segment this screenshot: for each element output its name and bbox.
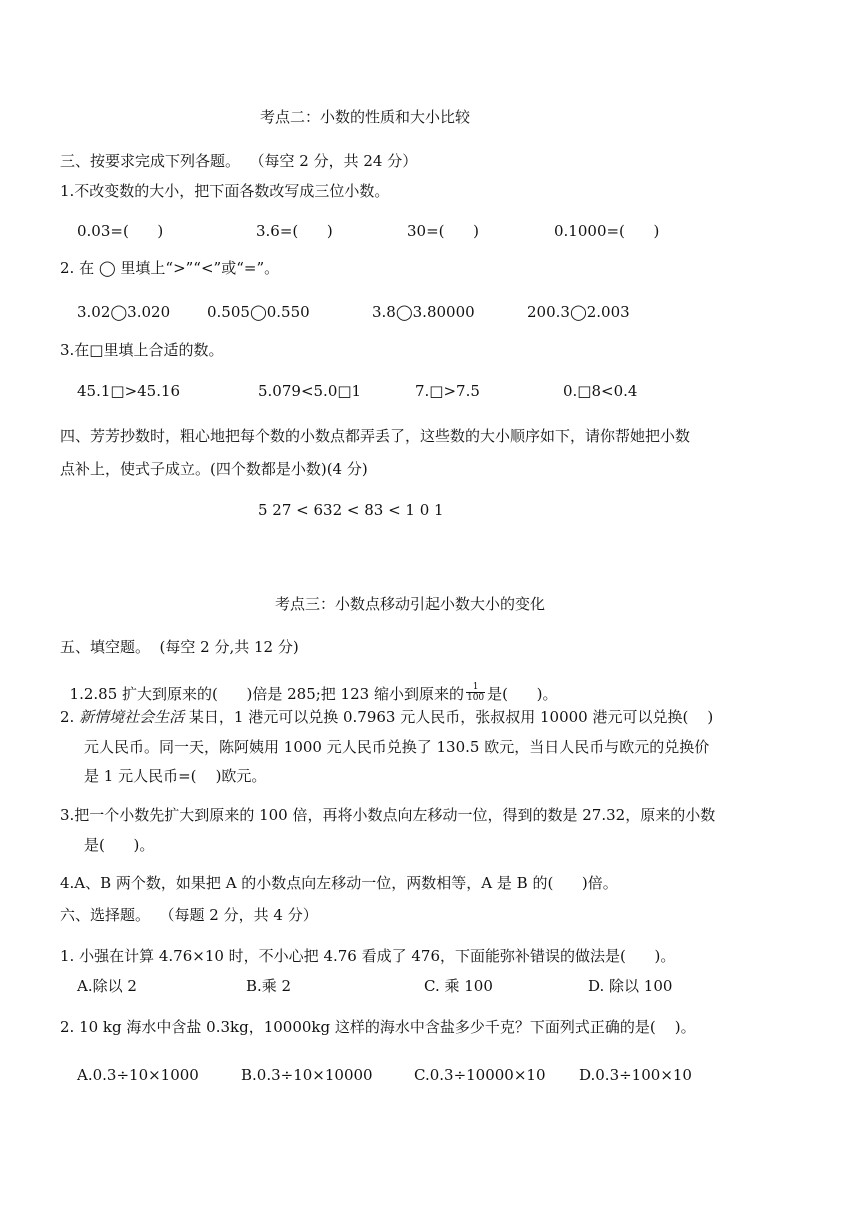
part3-q3-item: 45.1□>45.16	[77, 382, 181, 400]
part3-q1: 1.不改变数的大小，把下面各数改写成三位小数。	[60, 182, 390, 200]
part5-q3-line2: 是( )。	[84, 836, 155, 854]
part5-q3-line1: 3.把一个小数先扩大到原来的 100 倍，再将小数点向左移动一位，得到的数是 27.32，原来的小数	[60, 806, 716, 824]
part5-q1	[60, 664, 557, 706]
part3-q3-item: 7.□>7.5	[415, 382, 480, 400]
section2-title: 考点二：小数的性质和大小比较	[260, 108, 471, 126]
part5-q4: 4.A、B 两个数，如果把 A 的小数点向左移动一位，两数相等，A 是 B 的( )倍。	[60, 874, 618, 892]
part5-q1-after: 是( )。	[487, 685, 558, 703]
part6-q2-option: A.0.3÷10×1000	[77, 1066, 199, 1084]
part6-q1-option: C. 乘 100	[424, 977, 493, 995]
fraction	[466, 682, 485, 703]
part5-q2-text: 某日，1 港元可以兑换 0.7963 元人民币，张叔叔用 10000 港元可以兑换( )	[184, 708, 714, 726]
part3-q1-item: 30=( )	[407, 222, 479, 240]
context-tag: 新情境社会生活	[79, 708, 185, 726]
part6-q1-option: A.除以 2	[77, 977, 137, 995]
part3-q2-item: 3.02◯3.020	[77, 303, 171, 321]
part6-q2: 2. 10 kg 海水中含盐 0.3kg，10000kg 这样的海水中含盐多少千克？下面列式正确的是( )。	[60, 1018, 696, 1036]
part6-q1-option: B.乘 2	[246, 977, 292, 995]
part3-q2: 2. 在 ◯ 里填上“>”“<”或“=”。	[60, 259, 280, 277]
part4-line2: 点补上，使式子成立。(四个数都是小数)(4 分)	[60, 460, 368, 478]
part3-q1-item: 0.03=( )	[77, 222, 164, 240]
part3-q2-item: 3.8◯3.80000	[372, 303, 475, 321]
part5-q2-line3: 是 1 元人民币=( )欧元。	[84, 767, 267, 785]
part6-heading: 六、选择题。 （每题 2 分，共 4 分）	[60, 906, 318, 924]
part6-q2-option: B.0.3÷10×10000	[241, 1066, 373, 1084]
part3-q3-item: 0.□8<0.4	[563, 382, 638, 400]
part6-q1: 1. 小强在计算 4.76×10 时，不小心把 4.76 看成了 476，下面能弥补错误的做法是( )。	[60, 947, 676, 965]
part4-expression: 5 27 < 632 < 83 < 1 0 1	[258, 501, 444, 519]
fraction-denominator: 100	[466, 692, 485, 703]
part3-q1-item: 0.1000=( )	[554, 222, 660, 240]
part3-heading: 三、按要求完成下列各题。 （每空 2 分，共 24 分）	[60, 152, 418, 170]
part5-q1-before: 1.2.85 扩大到原来的( )倍是 285;把 123 缩小到原来的	[69, 685, 464, 703]
part3-q3-item: 5.079<5.0□1	[258, 382, 362, 400]
part5-heading: 五、填空题。 (每空 2 分,共 12 分)	[60, 638, 299, 656]
part3-q1-item: 3.6=( )	[256, 222, 333, 240]
part3-q2-item: 200.3◯2.003	[527, 303, 630, 321]
part4-line1: 四、芳芳抄数时，粗心地把每个数的小数点都弄丢了，这些数的大小顺序如下，请你帮她把小数	[60, 427, 691, 445]
fraction-numerator: 1	[466, 682, 485, 693]
part6-q1-option: D. 除以 100	[588, 977, 673, 995]
section3-title: 考点三：小数点移动引起小数大小的变化	[275, 595, 546, 613]
part6-q2-option: D.0.3÷100×10	[579, 1066, 692, 1084]
part3-q3: 3.在□里填上合适的数。	[60, 341, 224, 359]
part5-q2-line1: 2. 新情境社会生活 某日，1 港元可以兑换 0.7963 元人民币，张叔叔用 10000 港元可以兑换( )	[60, 708, 714, 726]
part3-q2-item: 0.505◯0.550	[207, 303, 310, 321]
part5-q2-line2: 元人民币。同一天，陈阿姨用 1000 元人民币兑换了 130.5 欧元，当日人民币与欧元的兑换价	[84, 738, 710, 756]
part6-q2-option: C.0.3÷10000×10	[414, 1066, 546, 1084]
